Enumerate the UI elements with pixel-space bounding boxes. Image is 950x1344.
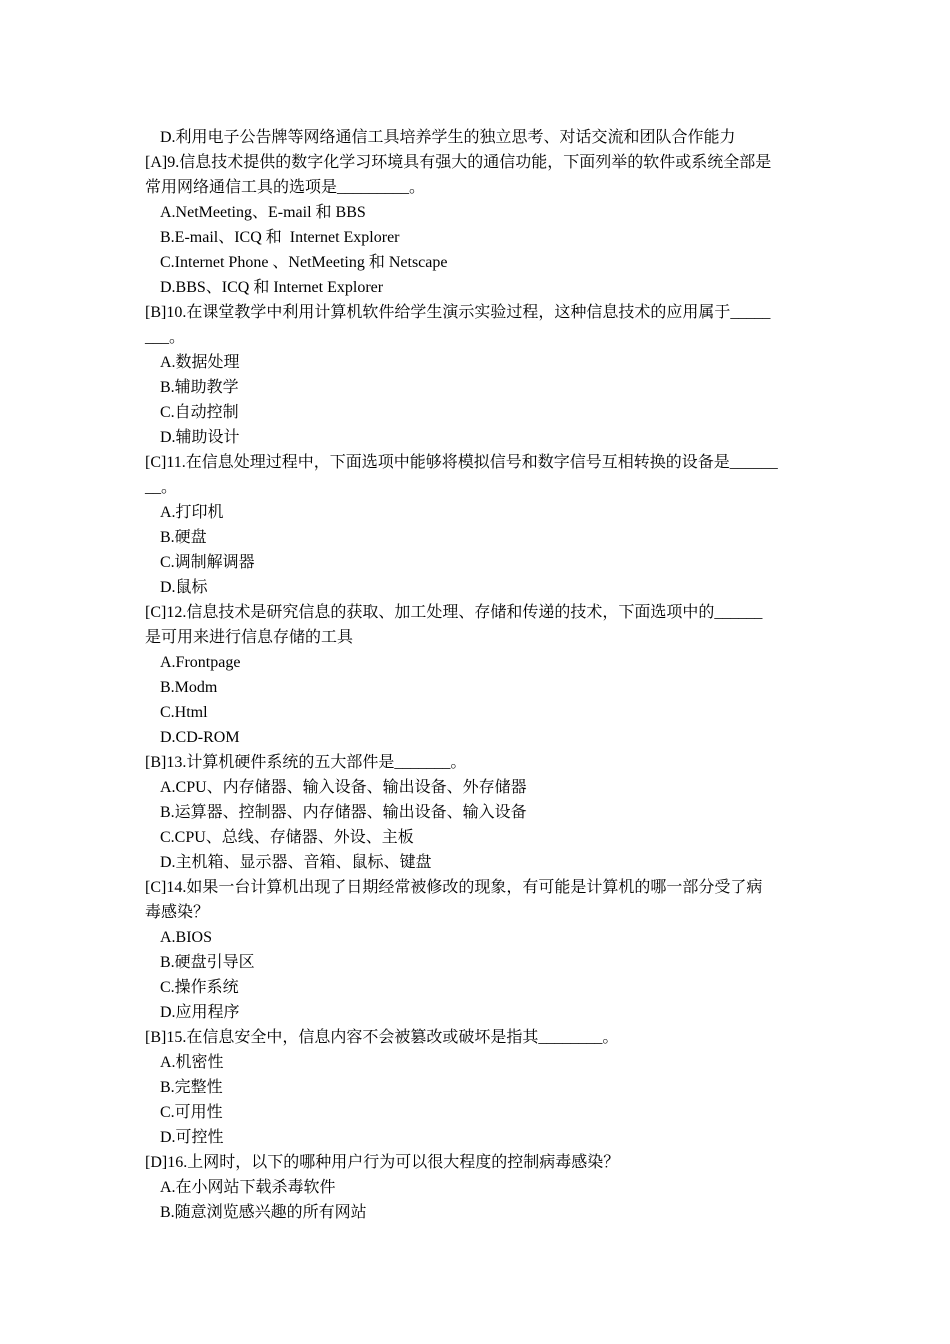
answer-option: A.Frontpage — [160, 654, 241, 671]
answer-option: B.随意浏览感兴趣的所有网站 — [160, 1204, 367, 1221]
question-text: 常用网络通信工具的选项是_________。 — [145, 179, 426, 196]
answer-option: C.操作系统 — [160, 979, 239, 996]
answer-option: B.硬盘引导区 — [160, 954, 255, 971]
answer-option: C.CPU、总线、存储器、外设、主板 — [160, 829, 414, 846]
answer-option: B.E-mail、ICQ 和 Internet Explorer — [160, 229, 400, 246]
answer-option: C.可用性 — [160, 1104, 223, 1121]
question-text: [D]16.上网时，以下的哪种用户行为可以很大程度的控制病毒感染？ — [145, 1154, 620, 1171]
question-text: [B]15.在信息安全中，信息内容不会被篡改或破坏是指其________。 — [145, 1029, 619, 1046]
question-text: ___。 — [145, 329, 186, 346]
answer-option: B.完整性 — [160, 1079, 223, 1096]
answer-option: C.自动控制 — [160, 404, 239, 421]
answer-option: D.鼠标 — [160, 579, 208, 596]
answer-option: D.可控性 — [160, 1129, 224, 1146]
question-text: [C]11.在信息处理过程中，下面选项中能够将模拟信号和数字信号互相转换的设备是______ — [145, 454, 778, 471]
question-text: [C]12.信息技术是研究信息的获取、加工处理、存储和传递的技术，下面选项中的______ — [145, 604, 763, 621]
answer-option: D.CD-ROM — [160, 729, 240, 746]
question-text: 是可用来进行信息存储的工具 — [145, 629, 354, 646]
answer-option: B.Modm — [160, 679, 218, 696]
answer-option: C.Html — [160, 704, 208, 721]
question-text: [B]10.在课堂教学中利用计算机软件给学生演示实验过程，这种信息技术的应用属于_____ — [145, 304, 771, 321]
answer-option: B.硬盘 — [160, 529, 207, 546]
answer-option: D.辅助设计 — [160, 429, 240, 446]
answer-option: D.应用程序 — [160, 1004, 240, 1021]
answer-option: B.辅助教学 — [160, 379, 239, 396]
answer-option: C.调制解调器 — [160, 554, 255, 571]
question-text: [A]9.信息技术提供的数字化学习环境具有强大的通信功能，下面列举的软件或系统全部是 — [145, 154, 772, 171]
question-text: __。 — [145, 479, 178, 496]
answer-option: D.主机箱、显示器、音箱、鼠标、键盘 — [160, 854, 432, 871]
question-text: 毒感染？ — [145, 904, 210, 921]
answer-option: D.BBS、ICQ 和 Internet Explorer — [160, 279, 384, 296]
answer-option: A.BIOS — [160, 929, 213, 946]
answer-option: A.在小网站下载杀毒软件 — [160, 1179, 336, 1196]
answer-option: A.数据处理 — [160, 354, 240, 371]
question-list — [145, 125, 813, 1225]
question-text: [C]14.如果一台计算机出现了日期经常被修改的现象，有可能是计算机的哪一部分受了病 — [145, 879, 763, 896]
answer-option: B.运算器、控制器、内存储器、输出设备、输入设备 — [160, 804, 527, 821]
answer-option: D.利用电子公告牌等网络通信工具培养学生的独立思考、对话交流和团队合作能力 — [160, 129, 736, 146]
answer-option: A.CPU、内存储器、输入设备、输出设备、外存储器 — [160, 779, 527, 796]
answer-option: C.Internet Phone 、NetMeeting 和 Netscape — [160, 254, 448, 271]
question-text: [B]13.计算机硬件系统的五大部件是_______。 — [145, 754, 467, 771]
answer-option: A.NetMeeting、E-mail 和 BBS — [160, 204, 366, 221]
answer-option: A.机密性 — [160, 1054, 224, 1071]
answer-option: A.打印机 — [160, 504, 224, 521]
